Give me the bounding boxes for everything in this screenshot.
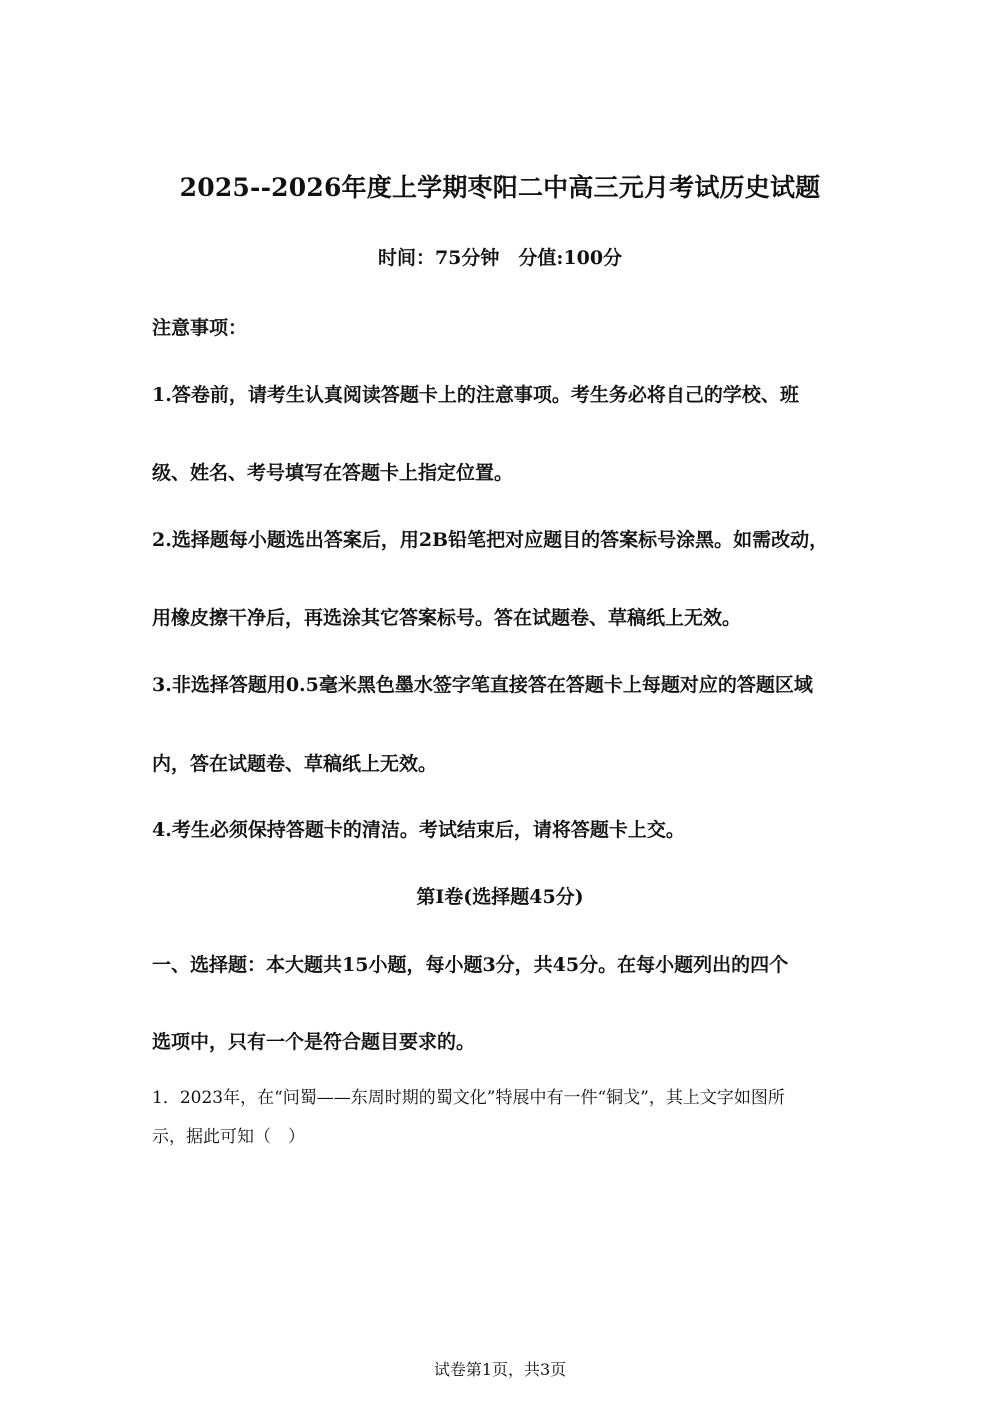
- notice-line: 3.非选择答题用0.5毫米黑色墨水签字笔直接答在答题卡上每题对应的答题区域: [152, 674, 813, 696]
- notice-line: 4.考生必须保持答题卡的清洁。考试结束后，请将答题卡上交。: [152, 819, 685, 841]
- question-1-line: 1．2023年，在“问蜀——东周时期的蜀文化”特展中有一件“铜戈”，其上文字如图所: [152, 1088, 785, 1108]
- exam-title: 2025--2026年度上学期枣阳二中高三元月考试历史试题: [179, 173, 821, 202]
- notice-line: 内，答在试题卷、草稿纸上无效。: [152, 753, 438, 775]
- section-instruction-line: 一、选择题：本大题共15小题，每小题3分，共45分。在每小题列出的四个: [152, 954, 789, 976]
- section-instruction-line: 选项中，只有一个是符合题目要求的。: [152, 1031, 476, 1053]
- notice-line: 2.选择题每小题选出答案后，用2B铅笔把对应题目的答案标号涂黑。如需改动，: [152, 529, 829, 551]
- exam-time-score: 时间：75分钟 分值:100分: [377, 247, 623, 269]
- page-footer: 试卷第1页，共3页: [433, 1360, 567, 1379]
- notice-heading: 注意事项：: [152, 317, 248, 339]
- notice-line: 1.答卷前，请考生认真阅读答题卡上的注意事项。考生务必将自己的学校、班: [152, 384, 799, 406]
- notice-line: 级、姓名、考号填写在答题卡上指定位置。: [152, 462, 514, 484]
- notice-line: 用橡皮擦干净后，再选涂其它答案标号。答在试题卷、草稿纸上无效。: [152, 607, 742, 629]
- part-heading: 第Ⅰ卷(选择题45分): [416, 886, 584, 908]
- question-1-line: 示，据此可知（ ）: [152, 1127, 305, 1147]
